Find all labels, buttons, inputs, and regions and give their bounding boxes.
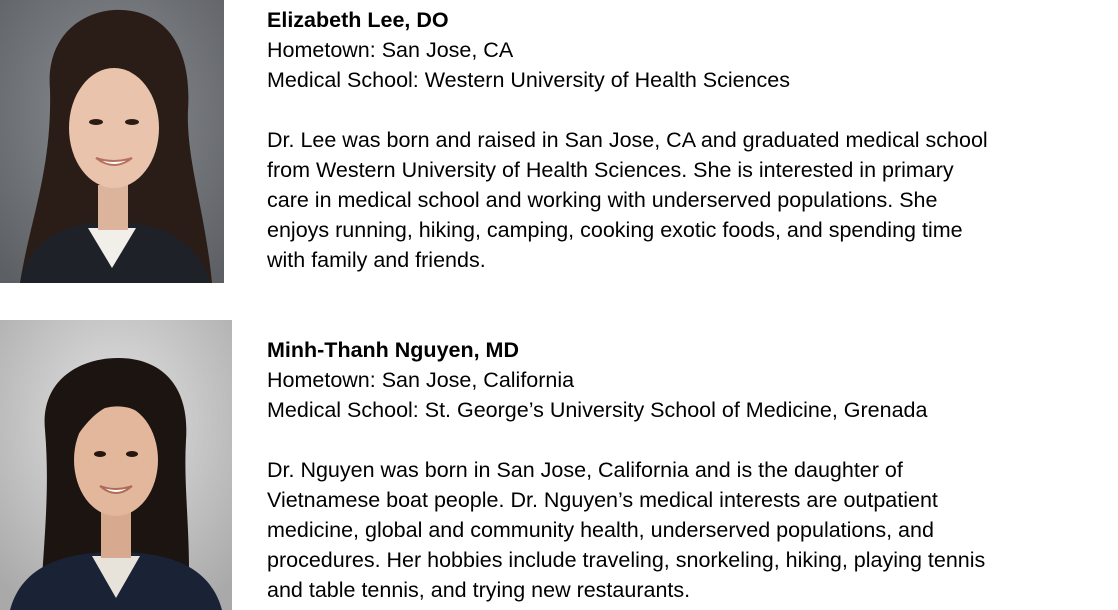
bio-paragraph <box>267 125 1112 275</box>
portrait-photo-icon <box>0 320 232 610</box>
bio-line: Dr. Nguyen was born in San Jose, California and is the daughter of <box>267 458 903 482</box>
profile-text <box>267 5 1112 275</box>
bio-line: care in medical school and working with underserved populations. She <box>267 188 938 212</box>
hometown: Hometown: San Jose, California <box>267 368 575 392</box>
doctor-name: Elizabeth Lee, DO <box>267 8 449 32</box>
bio-line: and table tennis, and trying new restaurants. <box>267 578 691 602</box>
medical-school: Medical School: Western University of Health Sciences <box>267 68 790 92</box>
profile-text <box>267 335 1112 605</box>
bio-line: Dr. Lee was born and raised in San Jose, CA and graduated medical school <box>267 128 988 152</box>
doctor-name: Minh-Thanh Nguyen, MD <box>267 338 519 362</box>
portrait-photo-icon <box>0 0 224 283</box>
profile-card <box>0 0 1118 283</box>
bio-line: Vietnamese boat people. Dr. Nguyen’s medical interests are outpatient <box>267 488 938 512</box>
hometown: Hometown: San Jose, CA <box>267 38 514 62</box>
profile-photo <box>0 0 224 283</box>
bio-line: enjoys running, hiking, camping, cooking exotic foods, and spending time <box>267 218 963 242</box>
bio-line: medicine, global and community health, underserved populations, and <box>267 518 934 542</box>
bio-paragraph <box>267 455 1112 605</box>
bio-line: procedures. Her hobbies include traveling, snorkeling, hiking, playing tennis <box>267 548 986 572</box>
bio-line: with family and friends. <box>267 248 486 272</box>
bio-line: from Western University of Health Sciences. She is interested in primary <box>267 158 954 182</box>
profile-photo <box>0 320 232 610</box>
medical-school: Medical School: St. George’s University School of Medicine, Grenada <box>267 398 928 422</box>
profile-card <box>0 320 1118 610</box>
